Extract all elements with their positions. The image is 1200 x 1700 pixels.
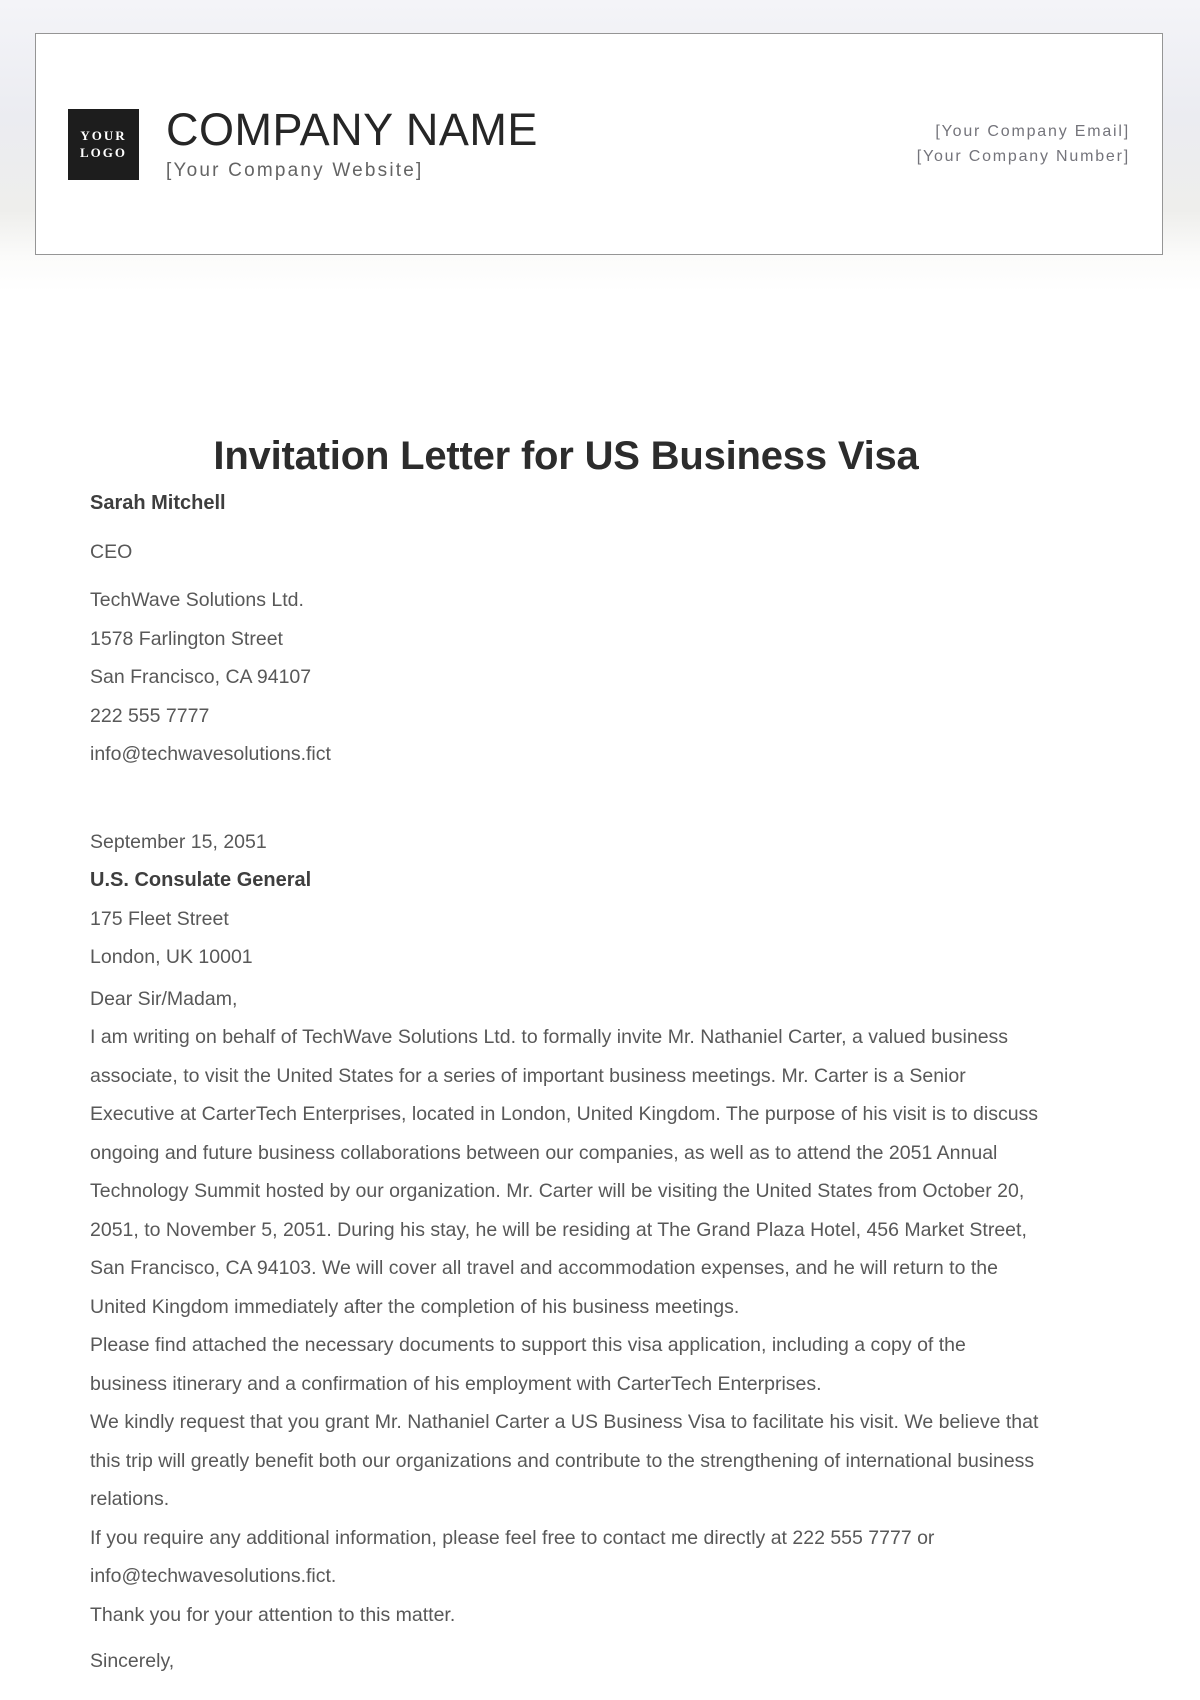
salutation: Dear Sir/Madam,: [90, 987, 238, 1010]
page-title: Invitation Letter for US Business Visa: [213, 434, 919, 478]
sender-company: TechWave Solutions Ltd.: [90, 589, 304, 611]
letter-paragraph: Please find attached the necessary documents to support this visa application, including a copy of the business itinerary and a confirmation of his employment with CarterTech Enterprises.: [90, 1334, 966, 1395]
company-number-placeholder: [Your Company Number]: [916, 148, 1130, 165]
letter-date: September 15, 2051: [90, 830, 267, 853]
company-email-placeholder: [Your Company Email]: [935, 123, 1130, 140]
letter-paragraph: If you require any additional information, please feel free to contact me directly at 222 555 7777 or info@techwavesolutions.fict.: [90, 1526, 935, 1587]
company-name: COMPANY NAME: [166, 103, 538, 155]
sender-address-line1: 1578 Farlington Street: [90, 627, 283, 650]
closing-line: Sincerely,: [90, 1650, 175, 1672]
sender-name: Sarah Mitchell: [90, 492, 226, 514]
sender-address-line2: San Francisco, CA 94107: [90, 666, 312, 688]
recipient-address-line1: 175 Fleet Street: [90, 907, 229, 930]
recipient-address-line2: London, UK 10001: [90, 946, 253, 968]
company-website-placeholder: [Your Company Website]: [166, 159, 424, 181]
letter-paragraph: We kindly request that you grant Mr. Nathaniel Carter a US Business Visa to facilitate his visit. We believe that this trip will greatly benefit both our organizations and contribute to the strengthening of international business relations.: [90, 1411, 1039, 1510]
logo-text-line1: YOUR: [80, 128, 127, 143]
letter-paragraph: Thank you for your attention to this matter.: [90, 1603, 456, 1626]
letter-body: [90, 0, 1042, 1681]
recipient-name: U.S. Consulate General: [90, 869, 312, 891]
sender-role: CEO: [90, 540, 133, 563]
sender-phone: 222 555 7777: [90, 704, 210, 727]
letter-paragraph: I am writing on behalf of TechWave Solutions Ltd. to formally invite Mr. Nathaniel Carter, a valued business associate, to visit the United States for a series of important business meetings. Mr. Carter is a Senior Executive at CarterTech Enterprises, located in London, United Kingdom. The purpose of his visit is to discuss ongoing and future business collaborations between our companies, as well as to attend the 2051 Annual Technology Summit hosted by our organization. Mr. Carter will be visiting the United States from October 20, 2051, to November 5, 2051. During his stay, he will be residing at The Grand Plaza Hotel, 456 Market Street, San Francisco, CA 94103. We will cover all travel and accommodation expenses, and he will return to the United Kingdom immediately after the completion of his business meetings.: [90, 1026, 1039, 1318]
sender-email: info@techwavesolutions.fict: [90, 743, 331, 765]
logo-text-line2: LOGO: [79, 145, 127, 160]
